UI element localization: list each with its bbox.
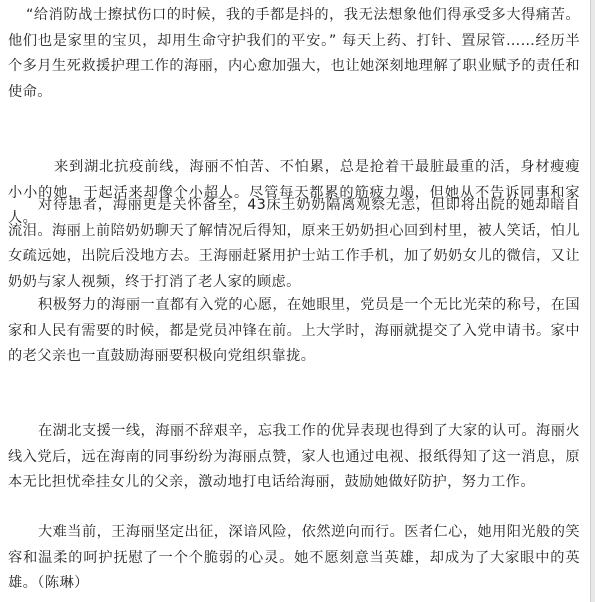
- page-frame-edge: [590, 0, 595, 602]
- article-paragraph: 对待患者，海丽更是关怀备至，43床王奶奶隔离观察无恙，但即将出院的她却暗自流泪。海丽上前陪奶奶聊天了解情况后得知，原来王奶奶担心回到村里，被人笑话，怕儿女疏远她，出院后没地方去。王海丽赶紧用护士站工作手机，加了奶奶女儿的微信，又让奶奶与家人视频，终于打消了老人家的顾虑。: [8, 197, 580, 290]
- article-paragraph: 大难当前，王海丽坚定出征，深谙风险，依然逆向而行。医者仁心，她用阳光般的笑容和温柔的呵护抚慰了一个个脆弱的心灵。她不愿刻意当英雄，却成为了大家眼中的英雄。（陈琳）: [8, 524, 580, 591]
- article-paragraph: 在湖北支援一线，海丽不辞艰辛，忘我工作的优异表现也得到了大家的认可。海丽火线入党后，远在海南的同事纷纷为海丽点赞，家人也通过电视、报纸得知了这一消息，原本无比担忧牵挂女儿的父亲，激动地打电话给海丽，鼓励她做好防护，努力工作。: [8, 423, 580, 490]
- article-paragraph: 来到湖北抗疫前线，海丽不怕苦、不怕累，总是抢着干最脏最重的活，身材瘦瘦小小的她，干起活来却像个小超人。尽管每天都累的筋疲力竭，但她从不告诉同事和家人。: [8, 159, 580, 226]
- article-paragraph: “给消防战士擦拭伤口的时候，我的手都是抖的，我无法想象他们得承受多大得痛苦。他们也是家里的宝贝，却用生命守护我们的平安。” 每天上药、打针、置尿管……经历半个多月生死救援护理工作的海丽，内心愈加强大，也让她深刻地理解了职业赋予的责任和使命。: [8, 7, 580, 100]
- article-paragraph: 积极努力的海丽一直都有入党的心愿，在她眼里，党员是一个无比光荣的称号，在国家和人民有需要的时候，都是党员冲锋在前。上大学时，海丽就提交了入党申请书。家中的老父亲也一直鼓励海丽要积极向党组织靠拢。: [8, 297, 580, 364]
